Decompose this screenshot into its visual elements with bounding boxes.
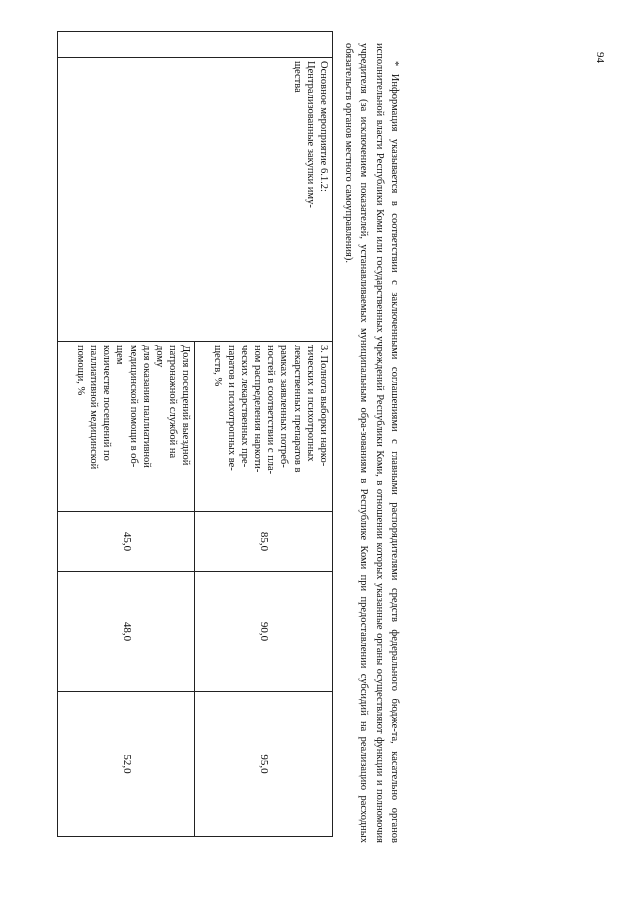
value-cell: 52,0 [58,692,196,837]
indicator-cell [58,342,196,512]
footnote [340,43,402,843]
value-cell: 45,0 [58,512,196,572]
event-cell [58,58,333,342]
indicator-table [57,31,333,837]
table-row [195,32,333,837]
blank-cell [58,32,333,58]
indicator-text: 3. Полнота выборки нарко- тических и психотропных лекарственных препаратов в рамках заявленных потреб- ностей в соответствии с пла- ном распределения наркоти- ческих лекарственных пре- паратов и психотропных ве- ществ, % [212,345,329,475]
value-cell: 48,0 [58,572,196,692]
page-number: 94 [594,52,606,63]
footnote-text: * Информация указывается в соответствии с заключенными соглашениями с главными распорядителями средств федерального бюдже-та, касательно органов исполнительной власти Республики Коми или государственных учреждений Республики Коми, в отношении которых указанные органы осуществляют функции и полномочия учредителя (за исключением показателей, устанавливаемых муниципальным обра-зованиям в Республике Коми при предоставлении субсидий на реализацию расходных обязательств органов местного самоуправления). [342,43,400,843]
value-cell: 85,0 [195,512,333,572]
event-text: Основное мероприятие 6.1.2: Централизованные закупки иму- щества [291,61,329,208]
indicator-table-rotated [57,31,333,836]
indicator-text: Доля посещений выездной патронажной службой на дому для оказания паллиативной медицинской помощи в об- щем количестве посещений по паллиативной медицинской помощи, % [74,345,192,470]
value-cell: 95,0 [195,692,333,837]
value-cell: 90,0 [195,572,333,692]
indicator-cell [195,342,333,512]
